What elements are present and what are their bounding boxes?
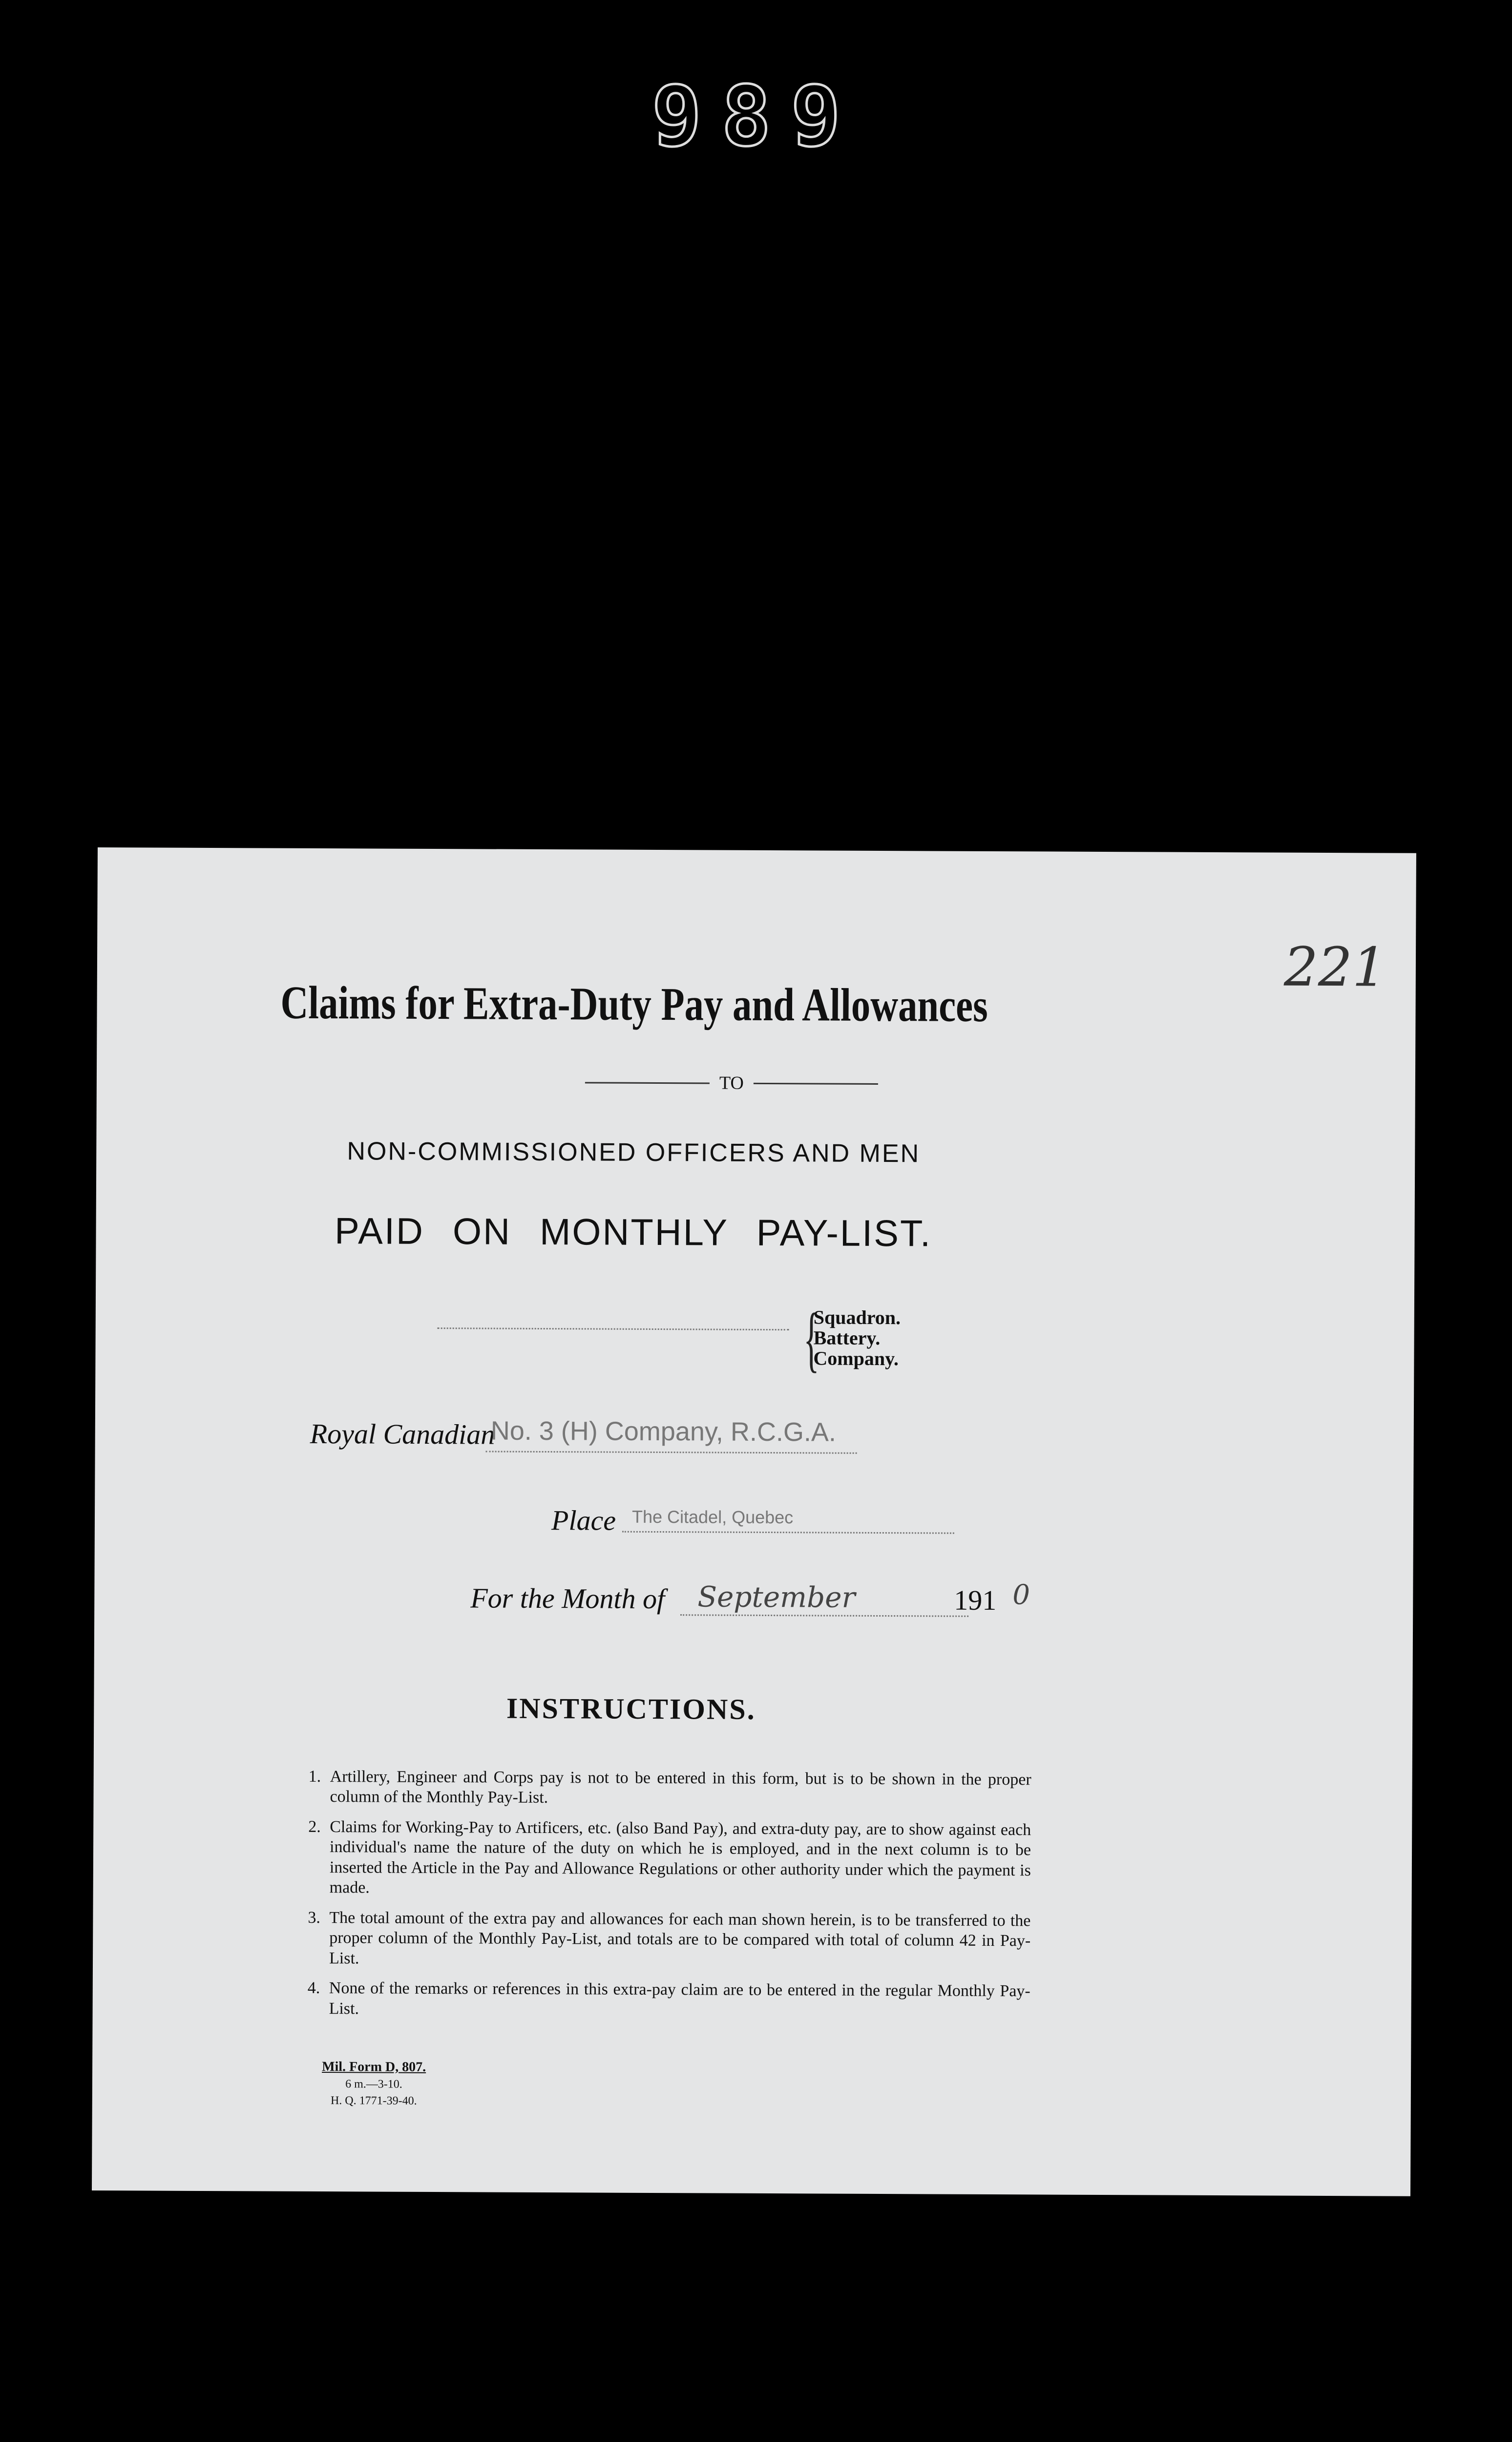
paid-line: PAID ON MONTHLY PAY-LIST. (334, 1210, 932, 1255)
to-rule-right (754, 1082, 878, 1084)
unit-option-battery: Battery. (813, 1326, 881, 1349)
form-title: Claims for Extra-Duty Pay and Allowances (280, 976, 988, 1032)
unit-option-company: Company. (813, 1347, 899, 1370)
form-reference (322, 2057, 426, 2109)
year-suffix: 0 (1012, 1579, 1030, 1611)
instruction-item (308, 1908, 1031, 1972)
instruction-text: Claims for Working-Pay to Artificers, etc. (also Band Pay), and extra-duty pay, are to show against each individual's name the nature of the duty on which he is employed, and in the next column is to be inserted the Article in the Pay and Allowance Regulations or other authority under which the payment is made. (329, 1818, 1031, 1897)
unit-blank-line (438, 1327, 789, 1330)
month-value: September (697, 1580, 856, 1614)
to-label: TO (719, 1073, 744, 1094)
royal-canadian-line (486, 1451, 857, 1453)
form-ref-line2: 6 m.—3-10. (345, 2078, 402, 2091)
form-ref-line3: H. Q. 1771-39-40. (330, 2094, 417, 2107)
instruction-text: Artillery, Engineer and Corps pay is not to be entered in this form, but is to be shown in the proper column of the Monthly Pay-List. (330, 1768, 1031, 1807)
year-prefix: 191 (954, 1584, 997, 1617)
royal-canadian-label: Royal Canadian (310, 1417, 495, 1451)
unit-options (813, 1307, 901, 1369)
instruction-number: 3. (308, 1908, 321, 1927)
instruction-number: 1. (308, 1767, 321, 1786)
instructions-heading: INSTRUCTIONS. (506, 1692, 756, 1726)
place-line (622, 1531, 954, 1534)
instruction-number: 4. (307, 1979, 320, 1998)
instruction-number: 2. (308, 1817, 321, 1836)
to-divider (585, 1072, 878, 1095)
month-label: For the Month of (470, 1582, 665, 1615)
margin-mark: 221 (1283, 935, 1387, 999)
place-value: The Citadel, Quebec (631, 1506, 794, 1528)
instruction-text: The total amount of the extra pay and allowances for each man shown herein, is to be transferred to the proper column of the Monthly Pay-List, and totals are to be compared with total of column 42 in Pay-List. (329, 1908, 1031, 1968)
instructions-list (307, 1767, 1031, 2032)
instruction-text: None of the remarks or references in this extra-pay claim are to be entered in the regular Monthly Pay-List. (329, 1979, 1030, 2018)
unit-option-squadron: Squadron. (813, 1306, 901, 1329)
instruction-item (308, 1767, 1031, 1810)
to-rule-left (585, 1082, 710, 1084)
unit-brace: { (803, 1298, 820, 1380)
place-label: Place (551, 1504, 616, 1537)
royal-canadian-value: No. 3 (H) Company, R.C.G.A. (490, 1416, 837, 1447)
form-sheet (92, 847, 1416, 2196)
month-line (680, 1614, 968, 1617)
frame-number: 989 (651, 68, 861, 165)
instruction-item (308, 1817, 1031, 1901)
instruction-item (308, 1978, 1030, 2021)
ncos-line: NON-COMMISSIONED OFFICERS AND MEN (347, 1137, 921, 1168)
form-ref-main: Mil. Form D, 807. (322, 2059, 426, 2075)
